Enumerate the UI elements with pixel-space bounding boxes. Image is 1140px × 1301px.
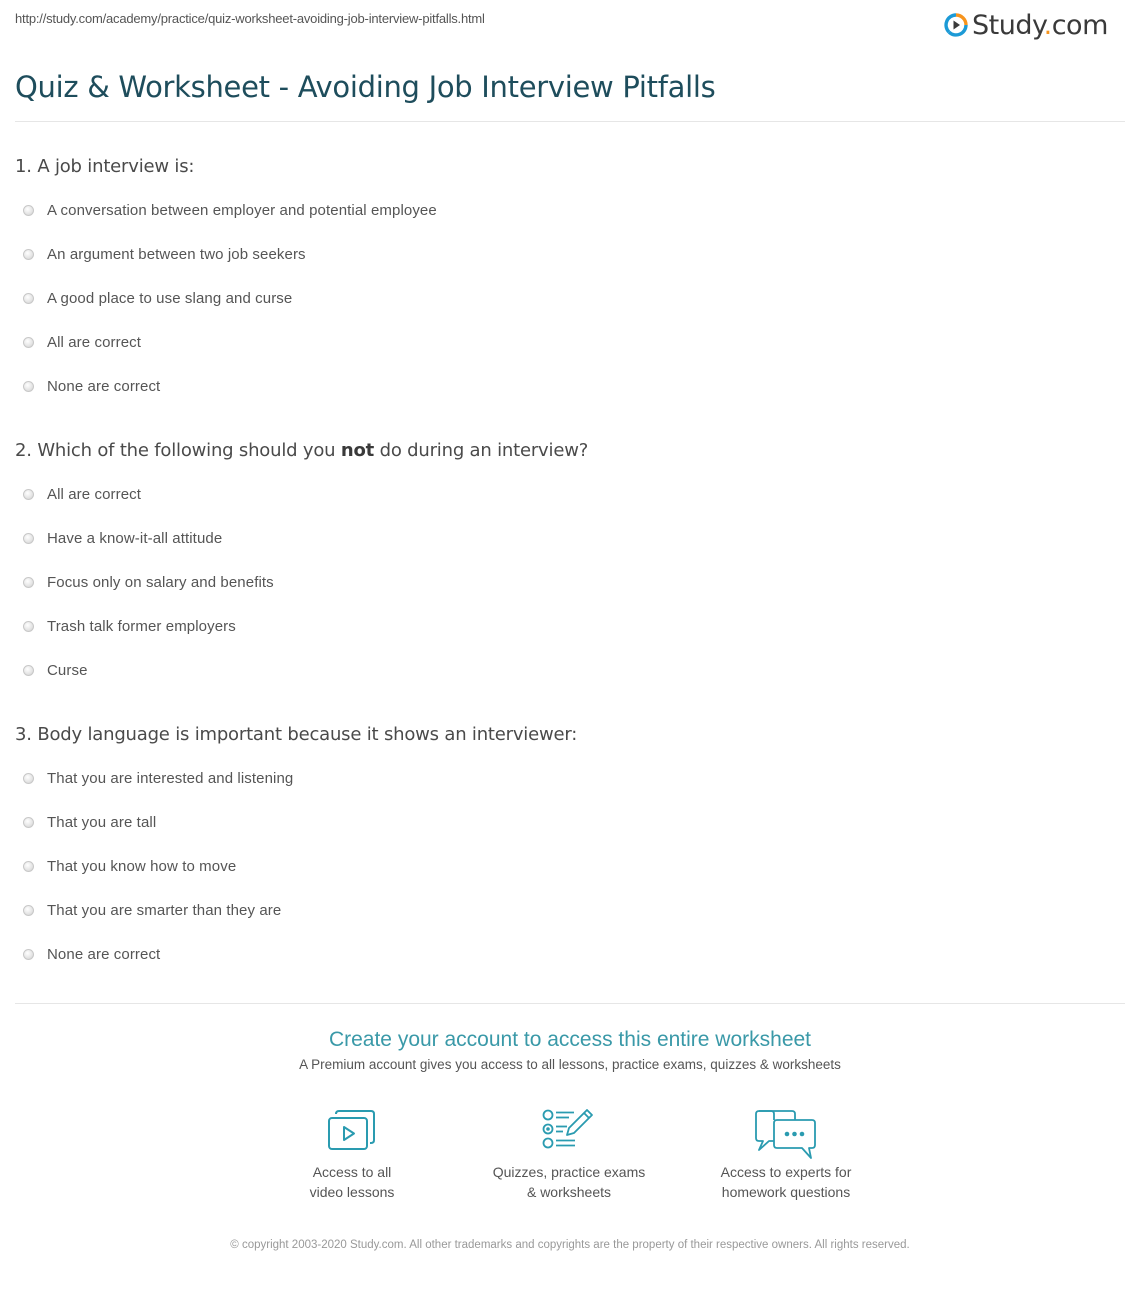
question-title: 3. Body language is important because it shows an interviewer: <box>15 724 578 745</box>
radio-button[interactable] <box>23 861 34 872</box>
radio-button[interactable] <box>23 249 34 260</box>
answer-option[interactable]: That you are tall <box>15 800 1125 844</box>
answer-option[interactable]: A conversation between employer and potential employee <box>15 188 1125 232</box>
radio-button[interactable] <box>23 489 34 500</box>
play-circle-icon <box>944 13 968 37</box>
radio-button[interactable] <box>23 817 34 828</box>
answer-option[interactable]: That you know how to move <box>15 844 1125 888</box>
quiz-checklist-icon <box>541 1108 597 1152</box>
chat-bubbles-icon <box>754 1108 818 1160</box>
answer-option[interactable]: Trash talk former employers <box>15 604 1125 648</box>
answer-option[interactable]: None are correct <box>15 932 1125 976</box>
answer-option[interactable]: An argument between two job seekers <box>15 232 1125 276</box>
answer-option[interactable]: Have a know-it-all attitude <box>15 516 1125 560</box>
feature-experts: Access to experts for homework questions <box>686 1108 886 1202</box>
answer-option[interactable]: All are correct <box>15 472 1125 516</box>
radio-button[interactable] <box>23 205 34 216</box>
answer-option[interactable]: Focus only on salary and benefits <box>15 560 1125 604</box>
radio-button[interactable] <box>23 533 34 544</box>
question-title: 1. A job interview is: <box>15 156 195 177</box>
cta-title-link[interactable]: Create your account to access this entire worksheet <box>328 1028 812 1051</box>
answer-options <box>15 472 1125 692</box>
question-3 <box>15 722 1125 976</box>
answer-option[interactable]: All are correct <box>15 320 1125 364</box>
content-divider <box>15 1003 1125 1004</box>
radio-button[interactable] <box>23 293 34 304</box>
logo-name: Study <box>972 9 1044 41</box>
video-lessons-icon <box>326 1108 378 1152</box>
answer-options <box>15 756 1125 976</box>
feature-video-lessons: Access to all video lessons <box>252 1108 452 1202</box>
signup-cta <box>0 1026 1140 1072</box>
study-logo[interactable] <box>944 8 1108 42</box>
question-1 <box>15 154 1125 408</box>
radio-button[interactable] <box>23 577 34 588</box>
logo-tld: com <box>1051 9 1108 41</box>
radio-button[interactable] <box>23 381 34 392</box>
emphasis-not: not <box>340 440 375 461</box>
header-divider <box>15 121 1125 122</box>
answer-option[interactable]: That you are smarter than they are <box>15 888 1125 932</box>
question-title: 2. Which of the following should you not do during an interview? <box>15 440 589 461</box>
answer-options <box>15 188 1125 408</box>
radio-button[interactable] <box>23 621 34 632</box>
radio-button[interactable] <box>23 665 34 676</box>
feature-quizzes: Quizzes, practice exams & worksheets <box>469 1108 669 1202</box>
answer-option[interactable]: A good place to use slang and curse <box>15 276 1125 320</box>
answer-option[interactable]: None are correct <box>15 364 1125 408</box>
radio-button[interactable] <box>23 949 34 960</box>
question-2 <box>15 438 1125 692</box>
radio-button[interactable] <box>23 337 34 348</box>
answer-option[interactable]: That you are interested and listening <box>15 756 1125 800</box>
radio-button[interactable] <box>23 773 34 784</box>
radio-button[interactable] <box>23 905 34 916</box>
cta-subtitle: A Premium account gives you access to all lessons, practice exams, quizzes & worksheets <box>299 1057 841 1072</box>
answer-option[interactable]: Curse <box>15 648 1125 692</box>
copyright-footer: © copyright 2003-2020 Study.com. All other trademarks and copyrights are the property of their respective owners. All rights reserved. <box>230 1239 910 1251</box>
logo-dot: . <box>1043 9 1052 41</box>
page-url: http://study.com/academy/practice/quiz-worksheet-avoiding-job-interview-pitfalls.html <box>15 11 485 26</box>
page-title: Quiz & Worksheet - Avoiding Job Interview Pitfalls <box>15 70 716 104</box>
